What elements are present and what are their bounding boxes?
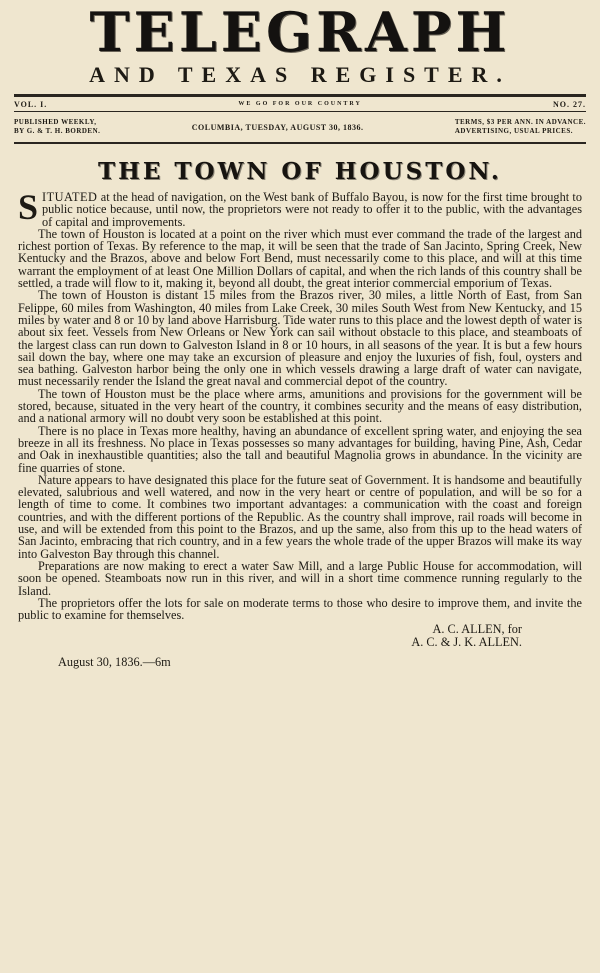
signature-line-1: A. C. ALLEN, for	[432, 622, 522, 637]
paragraph-5: There is no place in Texas more healthy, having an abundance of excellent spring water, and enjoying the sea breeze in all its freshness. No place in Texas possesses so many advantages for building, having Pine, Ash, Cedar and Oak in inexhaustible quantities; also the tall and beautiful Magnolia grows in abundance. In the vicinity are fine quarries of stone.	[18, 423, 582, 475]
paragraph-2: The town of Houston is located at a point on the river which must ever command the trade of the largest and richest portion of Texas. By reference to the map, it will be seen that the trade of San Jacinto, Spring Creek, New Kentucky and the Brazos, above and below Fort Bend, must necessarily come to this place, and will at this time warrant the employment of at least One Million Dollars of capital, and when the rich lands of this country shall be settled, a trade will flow to it, making it, beyond all doubt, the great interior commercial emporium of Texas.	[18, 226, 582, 291]
terms-info	[455, 118, 586, 136]
signature-line-2: A. C. & J. K. ALLEN.	[411, 635, 522, 650]
terms-line-1: TERMS, $3 PER ANN. IN ADVANCE.	[454, 118, 586, 126]
article-body	[18, 187, 582, 623]
published-line-2: BY G. & T. H. BORDEN.	[14, 127, 101, 135]
paragraph-3: The town of Houston is distant 15 miles from the Brazos river, 30 miles, a little North of East, from San Felippe, 60 miles from Washington, 40 miles from Lake Creek, 30 miles South West from New Kentucky, and 15 miles by water and 8 or 10 by land above Harrisburg. Tide water runs to this place and the lowest depth of water is about six feet. Vessels from New Orleans or New York can sail without obstacle to this place, and steamboats of the largest class can run down to Galveston Island in 8 or 10 hours, in all seasons of the year. It is but a few hours sail down the bay, where one may take an excursion of pleasure and enjoy the luxuries of fish, foul, oysters and sea bathing. Galveston harbor being the only one in which vessels drawing a large draft of water can navigate, must necessarily render the Island the great naval and commercial depot of the country.	[18, 288, 582, 389]
volume-label: VOL. I.	[14, 99, 48, 109]
article-date: August 30, 1836.—6m	[58, 655, 171, 670]
published-line-1: PUBLISHED WEEKLY,	[14, 118, 97, 126]
paragraph-8: The proprietors offer the lots for sale on moderate terms to those who desire to improve them, and invite the public to examine for themselves.	[18, 595, 582, 623]
issue-dateline: COLUMBIA, TUESDAY, AUGUST 30, 1836.	[191, 122, 364, 132]
masthead-subtitle: AND TEXAS REGISTER.	[89, 62, 511, 87]
terms-line-2: ADVERTISING, USUAL PRICES.	[454, 127, 573, 135]
masthead	[14, 0, 586, 88]
masthead-title: TELEGRAPH	[89, 0, 511, 64]
drop-cap: S	[18, 187, 39, 227]
article-headline: THE TOWN OF HOUSTON.	[98, 158, 502, 185]
signature-block	[18, 623, 582, 649]
paragraph-1	[18, 187, 582, 229]
volume-row	[14, 97, 586, 111]
issue-number: NO. 27.	[552, 99, 586, 109]
publication-info-row	[14, 111, 586, 144]
lead-caps: ITUATED	[42, 190, 98, 204]
motto: WE GO FOR OUR COUNTRY	[238, 101, 362, 107]
article-town-of-houston	[14, 158, 586, 670]
paragraph-7: Preparations are now making to erect a water Saw Mill, and a large Public House for accommodation, will soon be opened. Steamboats now run in this river, and will in a short time commence running regularly to the Island.	[18, 558, 582, 598]
paragraph-6: Nature appears to have designated this place for the future seat of Government. It is handsome and beautifully elevated, salubrious and well watered, and now in the very heart or centre of population, and will be so for a length of time to come. It combines two important advantages: a communication with the coast and foreign countries, and with the different portions of the Republic. As the country shall improve, rail roads will become in use, and will be extended from this point to the Brazos, and up the same, also from this up to the head waters of San Jacinto, embracing that rich country, and in a few years the whole trade of the upper Brazos will make its way into Galveston Bay through this channel.	[18, 472, 582, 561]
publisher-info	[14, 118, 100, 136]
paragraph-4: The town of Houston must be the place where arms, amunitions and provisions for the government will be stored, because, situated in the very heart of the country, it combines security and the means of easy distribution, and a national armory will no doubt very soon be established at this point.	[18, 386, 582, 426]
paragraph-1-text: at the head of navigation, on the West bank of Buffalo Bayou, is now for the first time brought to public notice because, until now, the proprietors were not ready to offer it to the public, with the advantages of capital and improvements.	[42, 190, 582, 229]
